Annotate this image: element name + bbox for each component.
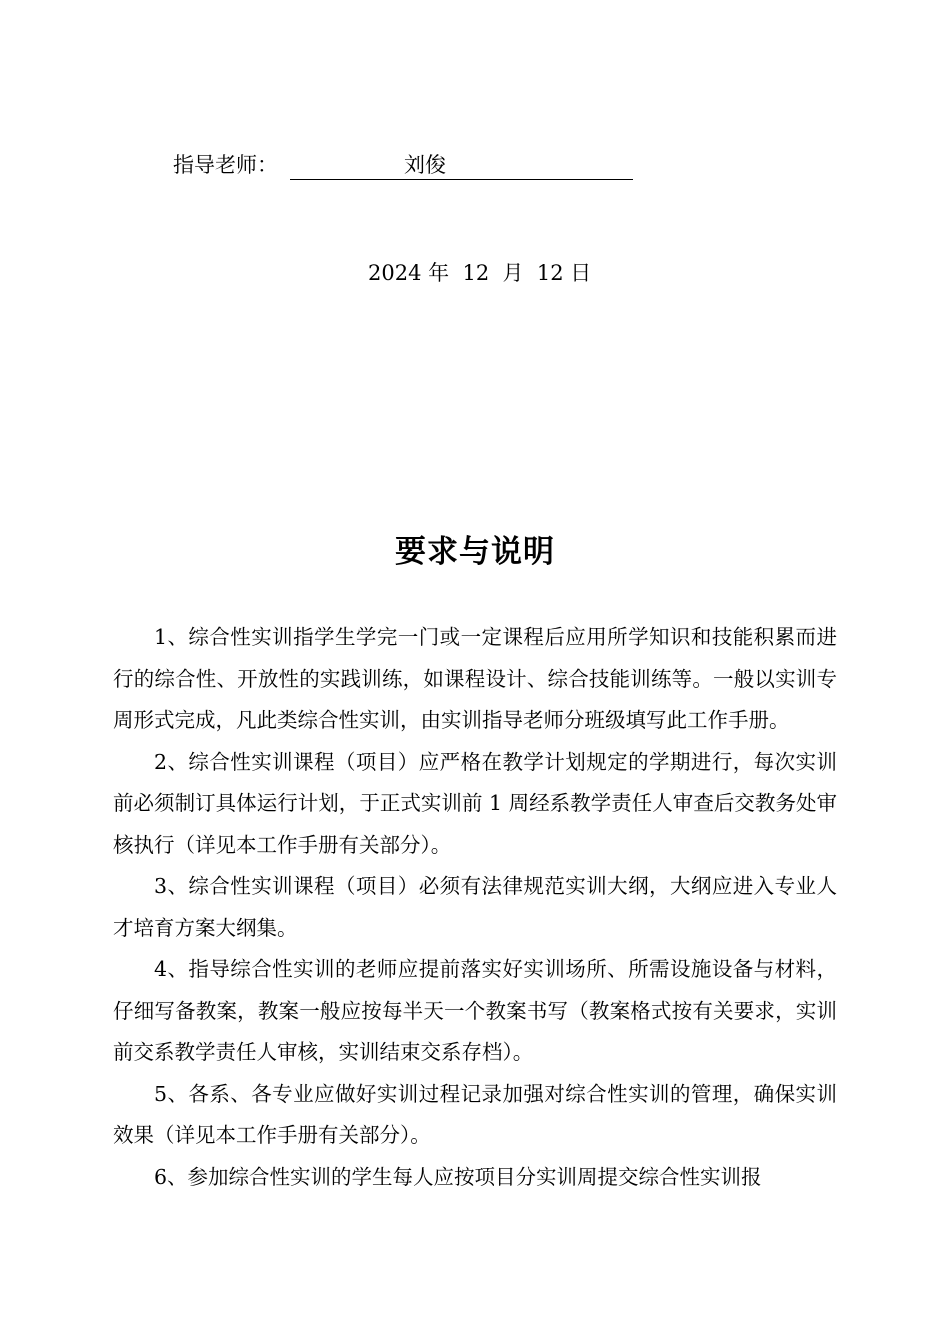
advisor-label: 指导老师： <box>173 153 278 177</box>
requirements-body <box>113 617 837 1198</box>
requirement-paragraph-3: 3、综合性实训课程（项目）必须有法律规范实训大纲，大纲应进入专业人才培育方案大纲集。 <box>113 874 837 940</box>
advisor-name-field <box>290 151 633 180</box>
requirement-paragraph-6: 6、参加综合性实训的学生每人应按项目分实训周提交综合性实训报 <box>154 1164 762 1189</box>
requirement-paragraph-5: 5、各系、各专业应做好实训过程记录加强对综合性实训的管理，确保实训效果（详见本工作手册有关部分）。 <box>113 1081 837 1147</box>
requirement-paragraph-4: 4、指导综合性实训的老师应提前落实好实训场所、所需设施设备与材料，仔细写备教案，教案一般应按每半天一个教案书写（教案格式按有关要求，实训前交系教学责任人审核，实训结束交系存档）。 <box>113 957 837 1064</box>
section-title: 要求与说明 <box>395 534 555 570</box>
requirement-paragraph-2: 2、综合性实训课程（项目）应严格在教学计划规定的学期进行，每次实训前必须制订具体运行计划，于正式实训前 1 周经系教学责任人审查后交教务处审核执行（详见本工作手册有关部分）。 <box>113 749 837 857</box>
requirement-paragraph-1: 1、综合性实训指学生学完一门或一定课程后应用所学知识和技能积累而进行的综合性、开放性的实践训练，如课程设计、综合技能训练等。一般以实训专周形式完成，凡此类综合性实训，由实训指导老师分班级填写此工作手册。 <box>113 625 837 732</box>
date-line: 2024 年 12 月 12 日 <box>368 261 592 285</box>
advisor-name: 刘俊 <box>404 153 446 177</box>
advisor-line <box>173 148 633 180</box>
